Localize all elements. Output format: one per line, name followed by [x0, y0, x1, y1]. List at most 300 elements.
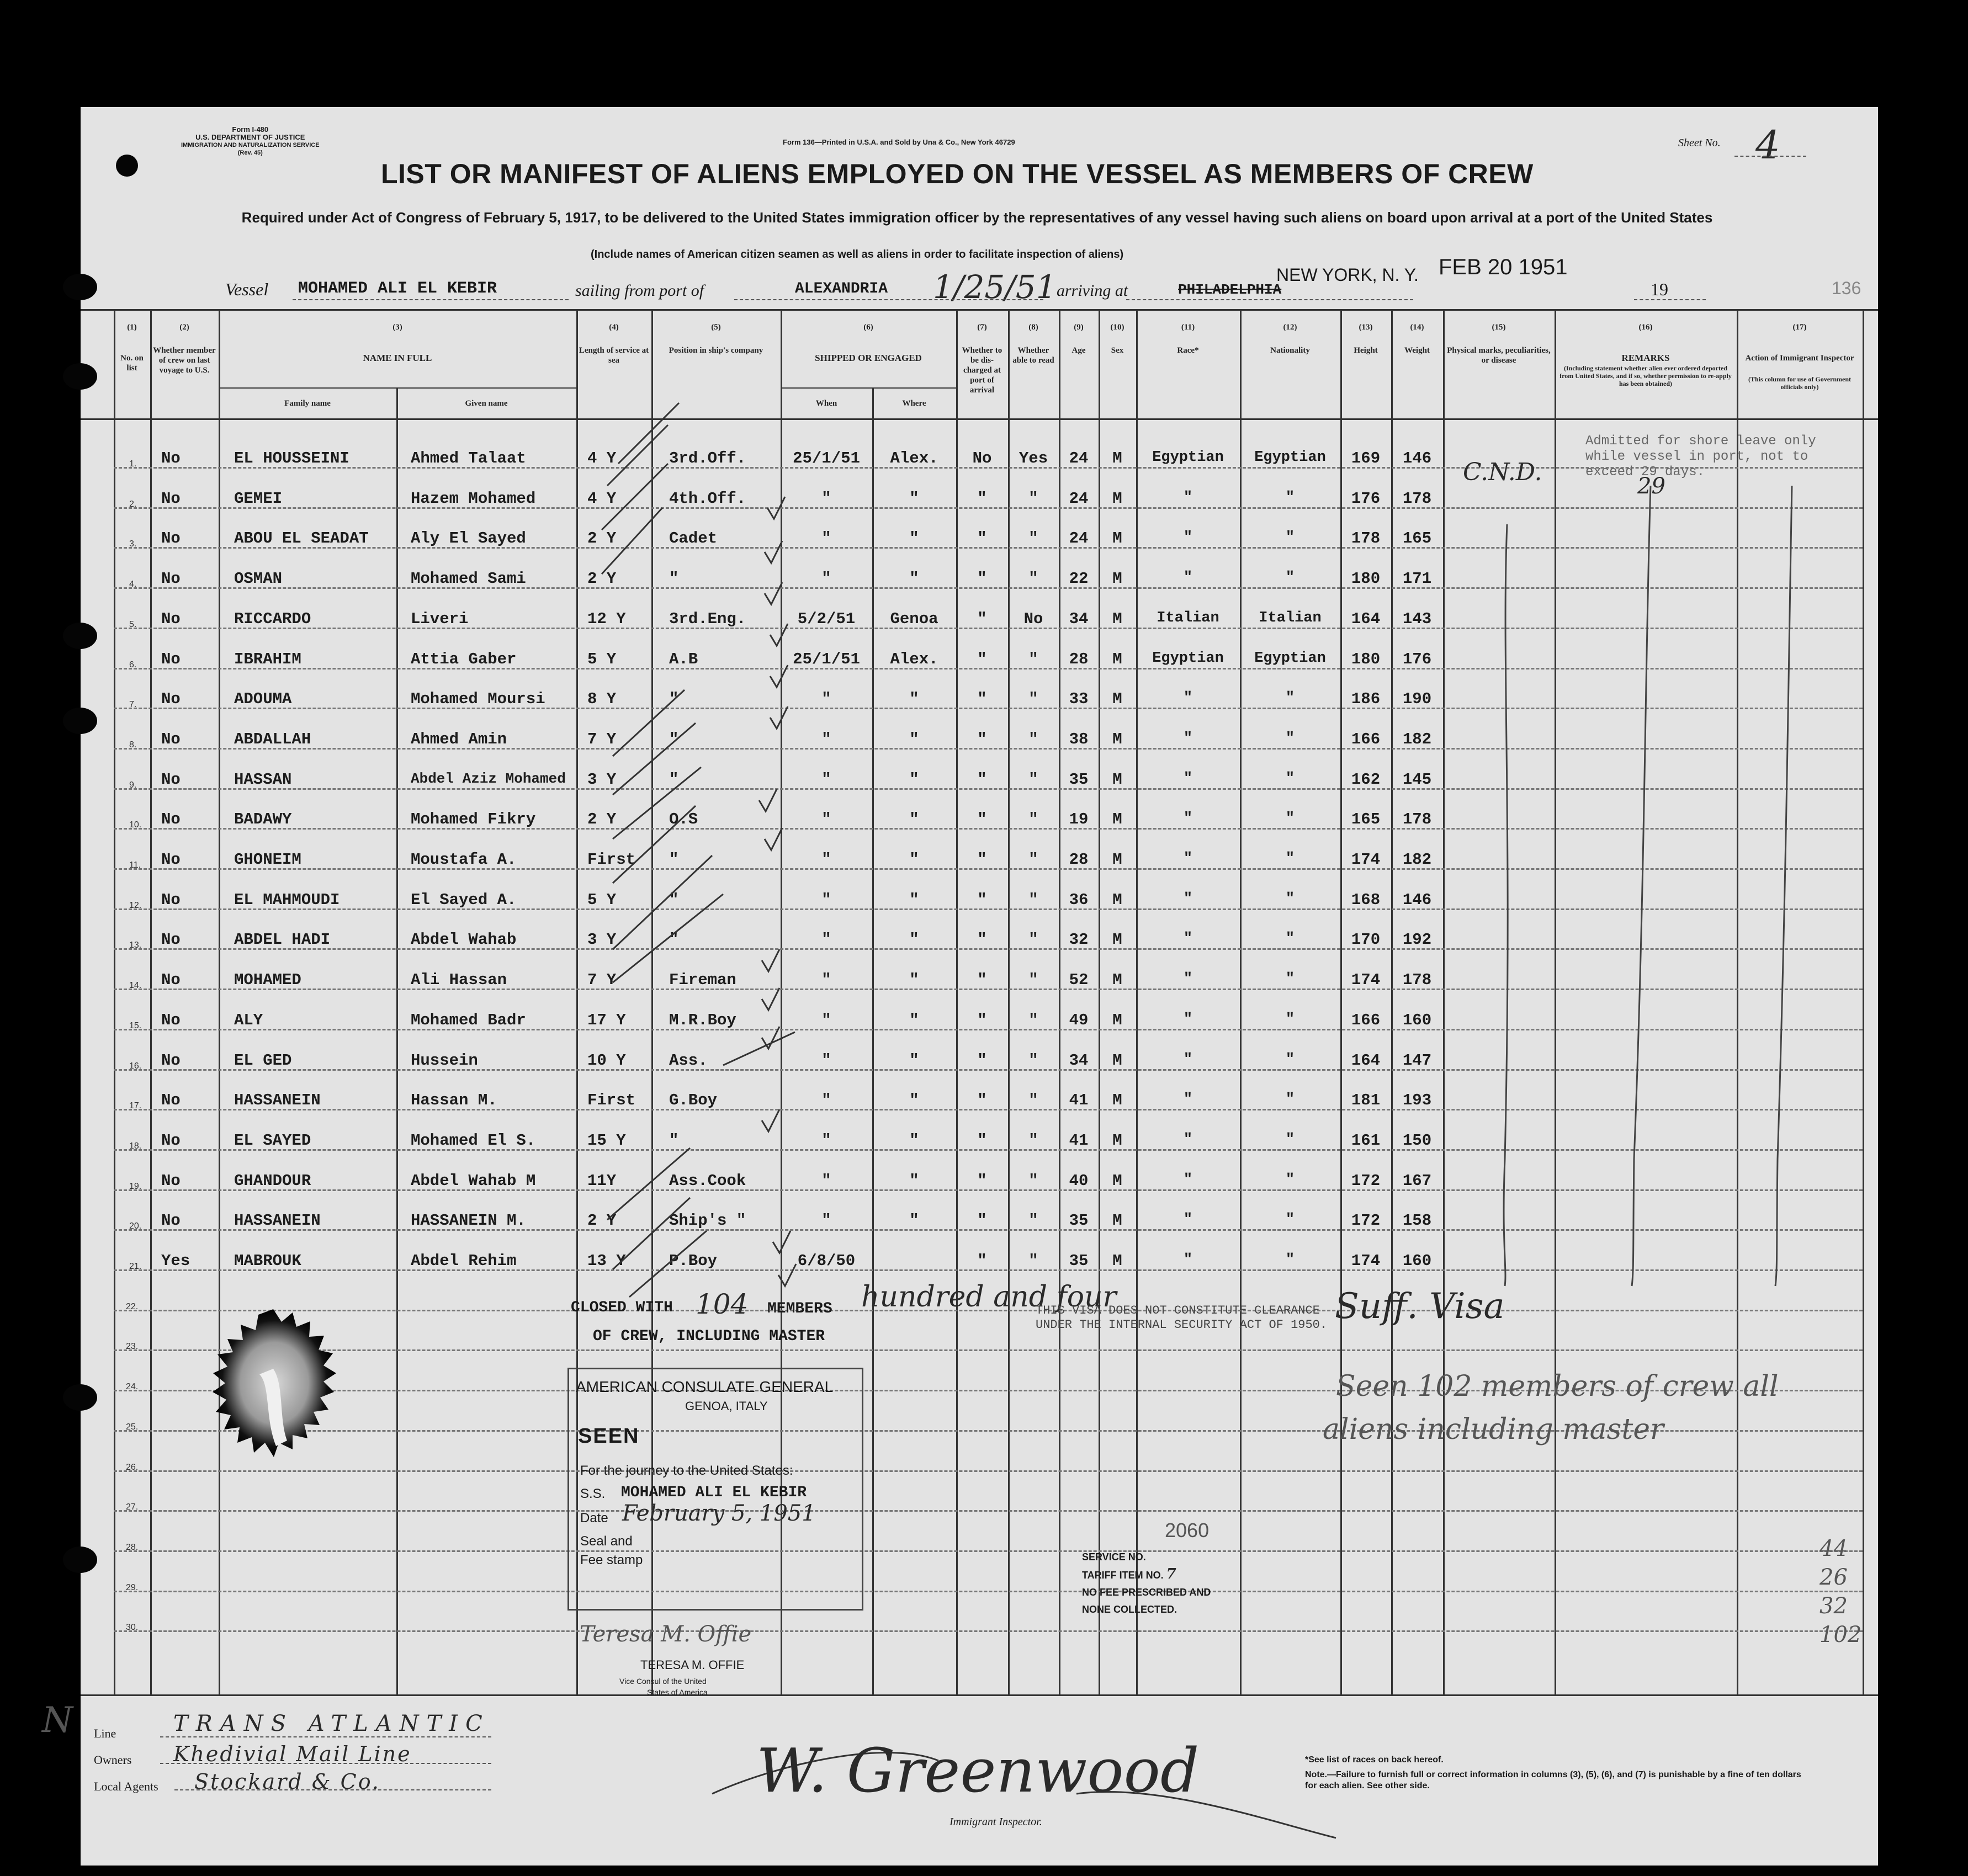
column-subheader: Where	[902, 399, 926, 408]
check-marks	[759, 497, 796, 1286]
weight-cell: 145	[1402, 770, 1432, 789]
nationality-cell: Egyptian	[1254, 449, 1326, 466]
nationality-cell: "	[1285, 1091, 1295, 1108]
shipped-when-cell: "	[821, 891, 831, 909]
row-number: 1.	[129, 459, 137, 469]
row-number: 14.	[129, 981, 142, 990]
service-length-cell: 8 Y	[587, 690, 617, 708]
shipped-when-cell: "	[821, 570, 831, 588]
given-name-cell: Mohamed Fikry	[411, 810, 536, 828]
nationality-cell: "	[1285, 1051, 1295, 1068]
slash-mark	[613, 806, 696, 883]
age-cell: 35	[1069, 1211, 1089, 1230]
check-mark	[765, 541, 782, 563]
nationality-cell: "	[1285, 1131, 1295, 1148]
slash-mark	[613, 690, 685, 756]
age-cell: 24	[1069, 529, 1089, 548]
family-name-cell: MABROUK	[234, 1252, 301, 1270]
service-length-cell: 7 Y	[587, 971, 617, 989]
shipped-where-cell: "	[909, 529, 919, 548]
vessel-name: MOHAMED ALI EL KEBIR	[298, 279, 497, 298]
weight-cell: 160	[1402, 1252, 1432, 1270]
nationality-cell: "	[1285, 690, 1295, 706]
consular-officer-name: TERESA M. OFFIE	[640, 1658, 745, 1672]
sex-cell: M	[1112, 1051, 1122, 1070]
able-to-read-cell: Yes	[1019, 449, 1048, 467]
column-number: (1)	[127, 323, 137, 332]
column-subheader: Given name	[465, 399, 508, 408]
slash-mark	[607, 425, 668, 486]
last-voyage-cell: No	[161, 610, 181, 628]
position-cell: "	[669, 690, 679, 708]
last-voyage-cell: No	[161, 810, 181, 828]
remarks-days-hand: 29	[1637, 474, 1665, 499]
family-name-cell: GHONEIM	[234, 851, 301, 869]
shipped-when-cell: "	[821, 690, 831, 708]
discharged-cell: "	[977, 971, 987, 989]
given-name-cell: Moustafa A.	[411, 851, 517, 869]
able-to-read-cell: "	[1028, 770, 1038, 789]
given-name-cell: Hazem Mohamed	[411, 490, 536, 508]
age-cell: 24	[1069, 449, 1089, 467]
age-cell: 34	[1069, 610, 1089, 628]
last-voyage-cell: No	[161, 1131, 181, 1150]
column-number: (11)	[1181, 323, 1195, 332]
family-name-cell: ABOU EL SEADAT	[234, 529, 369, 548]
discharged-cell: "	[977, 1211, 987, 1230]
departure-port: ALEXANDRIA	[795, 280, 888, 297]
row-number: 13.	[129, 940, 142, 950]
slash-mark	[613, 1198, 690, 1269]
shipped-where-cell: "	[909, 570, 919, 588]
position-cell: O.S	[669, 810, 698, 828]
given-name-cell: HASSANEIN M.	[411, 1211, 526, 1230]
column-header: Whether member of crew on last voyage to U.S.	[153, 346, 216, 375]
weight-cell: 193	[1402, 1091, 1432, 1109]
race-cell: "	[1183, 1252, 1193, 1268]
row-number: 25.	[126, 1422, 139, 1432]
discharged-cell: No	[972, 449, 992, 467]
age-cell: 35	[1069, 1252, 1089, 1270]
weight-cell: 178	[1402, 971, 1432, 989]
able-to-read-cell: "	[1028, 570, 1038, 588]
discharged-cell: "	[977, 851, 987, 869]
check-mark	[765, 582, 782, 604]
family-name-cell: GEMEI	[234, 490, 283, 508]
height-cell: 161	[1351, 1131, 1381, 1150]
column-number: (10)	[1110, 323, 1124, 332]
shipped-where-cell: "	[909, 1091, 919, 1109]
sex-cell: M	[1112, 610, 1122, 628]
last-voyage-cell: No	[161, 730, 181, 748]
row-number: 21.	[129, 1262, 142, 1271]
departure-date: 1/25/51	[933, 268, 1057, 306]
arriving-port-stamp: NEW YORK, N. Y.	[1276, 265, 1419, 285]
row-number: 27.	[126, 1502, 139, 1512]
last-voyage-cell: No	[161, 490, 181, 508]
year-label: 19	[1651, 279, 1668, 299]
weight-cell: 160	[1402, 1011, 1432, 1029]
discharged-cell: "	[977, 1011, 987, 1029]
age-cell: 19	[1069, 810, 1089, 828]
sex-cell: M	[1112, 931, 1122, 949]
service-length-cell: 15 Y	[587, 1131, 626, 1150]
sufficient-visa-note: Suff. Visa	[1335, 1286, 1505, 1327]
height-cell: 169	[1351, 449, 1381, 467]
column-number: (7)	[977, 323, 987, 332]
service-length-cell: 3 Y	[587, 931, 617, 949]
row-number: 29.	[126, 1583, 139, 1592]
position-cell: "	[669, 770, 679, 789]
column-number: (8)	[1028, 323, 1038, 332]
margin-tally-num: 102	[1820, 1622, 1862, 1648]
discharged-cell: "	[977, 490, 987, 508]
able-to-read-cell: "	[1028, 650, 1038, 668]
visa-note: THIS VISA DOES NOT CONSTITUTE CLEARANCE UNDER THE INTERNAL SECURITY ACT OF 1950.	[1036, 1304, 1328, 1332]
discharged-cell: "	[977, 1131, 987, 1150]
position-cell: Ass.	[669, 1051, 708, 1070]
shipped-when-cell: 6/8/50	[797, 1252, 856, 1270]
discharged-cell: "	[977, 610, 987, 628]
service-length-cell: First	[587, 1091, 636, 1109]
footer-owners-underline	[160, 1763, 491, 1764]
able-to-read-cell: "	[1028, 891, 1038, 909]
family-name-cell: ABDEL HADI	[234, 931, 331, 949]
row-number: 17.	[129, 1101, 142, 1110]
height-cell: 180	[1351, 650, 1381, 668]
column-header-note: (Including statement whether alien ever ordered deported from United States, and if so, whether permission to re-apply has been obtained)	[1559, 364, 1732, 387]
race-cell: Egyptian	[1152, 650, 1224, 667]
ditto-line	[1632, 486, 1651, 1286]
sex-cell: M	[1112, 770, 1122, 789]
given-name-cell: Abdel Aziz Mohamed	[411, 770, 566, 787]
consulate-ss-value: MOHAMED ALI EL KEBIR	[621, 1484, 807, 1501]
arriving-label: arriving at	[1057, 281, 1128, 300]
last-voyage-cell: No	[161, 650, 181, 668]
family-name-cell: ADOUMA	[234, 690, 292, 708]
height-cell: 168	[1351, 891, 1381, 909]
column-number: (3)	[392, 323, 402, 332]
footer-agents-underline	[174, 1789, 491, 1790]
row-number: 8.	[129, 740, 137, 750]
height-cell: 164	[1351, 1051, 1381, 1070]
given-name-cell: Hussein	[411, 1051, 478, 1070]
consulate-ss-label: S.S.	[580, 1486, 606, 1501]
given-name-cell: Ahmed Amin	[411, 730, 507, 748]
weight-cell: 182	[1402, 730, 1432, 748]
race-cell: "	[1183, 529, 1193, 546]
family-name-cell: MOHAMED	[234, 971, 301, 989]
family-name-cell: RICCARDO	[234, 610, 311, 628]
shipped-where-cell: "	[909, 770, 919, 789]
sex-cell: M	[1112, 851, 1122, 869]
position-cell: 4th.Off.	[669, 490, 746, 508]
last-voyage-cell: No	[161, 449, 181, 467]
able-to-read-cell: "	[1028, 490, 1038, 508]
sex-cell: M	[1112, 650, 1122, 668]
able-to-read-cell: No	[1023, 610, 1043, 628]
weight-cell: 150	[1402, 1131, 1432, 1150]
discharged-cell: "	[977, 570, 987, 588]
column-number: (5)	[711, 323, 721, 332]
able-to-read-cell: "	[1028, 690, 1038, 708]
column-number: (14)	[1410, 323, 1424, 332]
nationality-cell: "	[1285, 810, 1295, 827]
nationality-cell: "	[1285, 1252, 1295, 1268]
form-rev: (Rev. 45)	[237, 150, 263, 156]
printer-note: Form 136—Printed in U.S.A. and Sold by Una & Co., New York 46729	[783, 138, 1015, 146]
height-cell: 172	[1351, 1211, 1381, 1230]
discharged-cell: "	[977, 770, 987, 789]
column-header: Physical marks, peculiarities, or disease	[1447, 346, 1551, 365]
age-cell: 35	[1069, 770, 1089, 789]
sex-cell: M	[1112, 730, 1122, 748]
family-name-cell: HASSANEIN	[234, 1091, 321, 1109]
form-service: IMMIGRATION AND NATURALIZATION SERVICE	[181, 142, 320, 148]
form-number: Form I-480	[232, 125, 269, 134]
row-number: 7.	[129, 700, 137, 709]
nationality-cell: "	[1285, 931, 1295, 947]
column-number: (16)	[1638, 323, 1653, 332]
service-length-cell: 2 Y	[587, 810, 617, 828]
row-number: 28.	[126, 1543, 139, 1552]
row-number: 5.	[129, 620, 137, 629]
family-name-cell: EL SAYED	[234, 1131, 311, 1150]
column-header: Age	[1071, 346, 1086, 355]
footer-line-value: TRANS ATLANTIC	[173, 1711, 490, 1736]
consulate-date-value: February 5, 1951	[622, 1501, 816, 1526]
consular-officer-title2: States of America	[647, 1688, 708, 1697]
page-title: LIST OR MANIFEST OF ALIENS EMPLOYED ON THE VESSEL AS MEMBERS OF CREW	[381, 158, 1534, 189]
position-cell: "	[669, 1131, 679, 1150]
sex-cell: M	[1112, 490, 1122, 508]
nationality-cell: Egyptian	[1254, 650, 1326, 667]
row-number: 26.	[126, 1463, 139, 1472]
consular-officer-title1: Vice Consul of the United	[619, 1677, 707, 1686]
check-mark	[762, 1109, 779, 1131]
discharged-cell: "	[977, 1172, 987, 1190]
position-cell: 3rd.Off.	[669, 449, 746, 467]
nationality-cell: "	[1285, 891, 1295, 907]
service-length-cell: 7 Y	[587, 730, 617, 748]
consulate-fee-label: Fee stamp	[580, 1553, 643, 1567]
service-length-cell: 5 Y	[587, 891, 617, 909]
given-name-cell: Mohamed Sami	[411, 570, 526, 588]
column-header: Whether able to read	[1012, 346, 1054, 365]
row-number: 16.	[129, 1061, 142, 1071]
able-to-read-cell: "	[1028, 1091, 1038, 1109]
weight-cell: 146	[1402, 449, 1432, 467]
shipped-where-cell: "	[909, 490, 919, 508]
age-cell: 52	[1069, 971, 1089, 989]
discharged-cell: "	[977, 690, 987, 708]
service-length-cell: 12 Y	[587, 610, 626, 628]
height-cell: 180	[1351, 570, 1381, 588]
shipped-when-cell: "	[821, 971, 831, 989]
family-name-cell: HASSAN	[234, 770, 292, 789]
age-cell: 32	[1069, 931, 1089, 949]
sheet-label: Sheet No.	[1678, 137, 1721, 149]
row-number: 22.	[126, 1302, 139, 1311]
race-cell: Italian	[1157, 610, 1219, 626]
given-name-cell: Mohamed El S.	[411, 1131, 536, 1150]
footer-agents-value: Stockard & Co.	[194, 1769, 380, 1794]
shipped-when-cell: "	[821, 810, 831, 828]
able-to-read-cell: "	[1028, 529, 1038, 548]
position-cell: M.R.Boy	[669, 1011, 736, 1029]
discharged-cell: "	[977, 650, 987, 668]
tariff-item-label: TARIFF ITEM NO.	[1082, 1570, 1164, 1581]
check-mark	[765, 828, 782, 850]
column-header: Race*	[1177, 346, 1199, 355]
service-length-cell: 4 Y	[587, 490, 617, 508]
weight-cell: 192	[1402, 931, 1432, 949]
check-mark	[773, 1231, 791, 1253]
shipped-when-cell: "	[821, 1091, 831, 1109]
weight-cell: 171	[1402, 570, 1432, 588]
seen-note-line1: Seen 102 members of crew all	[1336, 1370, 1779, 1403]
shipped-where-cell: "	[909, 1211, 919, 1230]
shipped-where-cell: Alex.	[890, 449, 938, 467]
discharged-cell: "	[977, 1252, 987, 1270]
given-name-cell: Ahmed Talaat	[411, 449, 526, 467]
height-cell: 176	[1351, 490, 1381, 508]
arriving-port-struck: PHILADELPHIA	[1178, 281, 1282, 298]
height-cell: 165	[1351, 810, 1381, 828]
weight-cell: 143	[1402, 610, 1432, 628]
service-length-cell: 10 Y	[587, 1051, 626, 1070]
given-name-cell: Mohamed Badr	[411, 1011, 526, 1029]
shipped-where-cell: "	[909, 1131, 919, 1150]
nationality-cell: "	[1285, 730, 1295, 747]
consulate-seal-label: Seal and	[580, 1534, 633, 1549]
race-cell: "	[1183, 690, 1193, 706]
closed-crew-label: OF CREW, INCLUDING MASTER	[593, 1328, 825, 1345]
column-number: (4)	[609, 323, 619, 332]
age-cell: 38	[1069, 730, 1089, 748]
shipped-when-cell: "	[821, 770, 831, 789]
service-length-cell: 13 Y	[587, 1252, 626, 1270]
race-cell: "	[1183, 971, 1193, 987]
height-cell: 174	[1351, 1252, 1381, 1270]
race-cell: "	[1183, 931, 1193, 947]
position-cell: A.B	[669, 650, 698, 668]
shipped-where-cell: "	[909, 971, 919, 989]
fine-note: Note.—Failure to furnish full or correct information in columns (3), (5), (6), and (7) is punishable by a fine of ten dollars for each alien. See other side.	[1305, 1770, 1801, 1790]
height-cell: 174	[1351, 971, 1381, 989]
weight-cell: 167	[1402, 1172, 1432, 1190]
position-cell: "	[669, 570, 679, 588]
given-name-cell: Mohamed Moursi	[411, 690, 545, 708]
shipped-when-cell: "	[821, 490, 831, 508]
check-mark	[778, 1264, 796, 1286]
sex-cell: M	[1112, 971, 1122, 989]
slash-mark	[618, 403, 679, 464]
age-cell: 49	[1069, 1011, 1089, 1029]
able-to-read-cell: "	[1028, 1252, 1038, 1270]
able-to-read-cell: "	[1028, 931, 1038, 949]
sex-cell: M	[1112, 690, 1122, 708]
race-cell: "	[1183, 1011, 1193, 1028]
family-name-cell: HASSANEIN	[234, 1211, 321, 1230]
column-header: NAME IN FULL	[363, 353, 432, 363]
race-cell: "	[1183, 810, 1193, 827]
no-fee-line: NO FEE PRESCRIBED AND	[1082, 1587, 1211, 1598]
nationality-cell: "	[1285, 1172, 1295, 1188]
footer-owners-label: Owners	[94, 1753, 132, 1767]
column-number: (9)	[1074, 323, 1084, 332]
service-number: 2060	[1165, 1519, 1210, 1542]
none-collected-line: NONE COLLECTED.	[1082, 1604, 1177, 1615]
column-header: No. on list	[120, 354, 144, 373]
last-voyage-cell: No	[161, 891, 181, 909]
sex-cell: M	[1112, 1172, 1122, 1190]
able-to-read-cell: "	[1028, 730, 1038, 748]
column-header: Height	[1354, 346, 1378, 355]
height-cell: 181	[1351, 1091, 1381, 1109]
row-number: 10.	[129, 820, 142, 830]
inspector-label: Immigrant Inspector.	[949, 1816, 1042, 1828]
position-cell: Ass.Cook	[669, 1172, 746, 1190]
column-header: Weight	[1404, 346, 1430, 355]
nationality-cell: "	[1285, 770, 1295, 787]
consulate-date-label: Date	[580, 1511, 608, 1526]
last-voyage-cell: No	[161, 851, 181, 869]
position-cell: P.Boy	[669, 1252, 718, 1270]
row-number: 6.	[129, 660, 137, 669]
row-number: 4.	[129, 580, 137, 589]
consulate-line1: AMERICAN CONSULATE GENERAL	[576, 1378, 834, 1395]
row-number: 9.	[129, 780, 137, 790]
margin-tally	[1820, 1534, 1861, 1649]
column-number: (12)	[1283, 323, 1297, 332]
height-cell: 166	[1351, 730, 1381, 748]
column-ditto-lines	[1504, 486, 1792, 1286]
slash-mark	[613, 894, 723, 982]
discharged-cell: "	[977, 730, 987, 748]
nationality-cell: "	[1285, 1211, 1295, 1228]
left-margin-mark: N	[42, 1700, 73, 1741]
race-cell: "	[1183, 891, 1193, 907]
given-name-cell: Ali Hassan	[411, 971, 507, 989]
last-voyage-cell: No	[161, 971, 181, 989]
sex-cell: M	[1112, 1211, 1122, 1230]
closed-members-label: MEMBERS	[767, 1300, 832, 1317]
weight-cell: 146	[1402, 891, 1432, 909]
shipped-where-cell: "	[909, 1011, 919, 1029]
given-name-cell: Aly El Sayed	[411, 529, 526, 548]
service-length-cell: 2 Y	[587, 1211, 617, 1230]
consulate-stamp	[567, 1368, 863, 1611]
able-to-read-cell: "	[1028, 1051, 1038, 1070]
service-length-cell: 11Y	[587, 1172, 617, 1190]
given-name-cell: Abdel Rehim	[411, 1252, 517, 1270]
last-voyage-cell: No	[161, 1172, 181, 1190]
shipped-where-cell: "	[909, 690, 919, 708]
nationality-cell: "	[1285, 1011, 1295, 1028]
slash-mark	[613, 767, 701, 839]
column-header: SHIPPED OR ENGAGED	[815, 353, 922, 363]
check-mark	[770, 624, 788, 646]
age-cell: 41	[1069, 1091, 1089, 1109]
race-cell: "	[1183, 770, 1193, 787]
sex-cell: M	[1112, 1091, 1122, 1109]
weight-cell: 165	[1402, 529, 1432, 548]
shipped-when-cell: "	[821, 851, 831, 869]
height-cell: 178	[1351, 529, 1381, 548]
position-cell: "	[669, 891, 679, 909]
given-name-cell: Abdel Wahab	[411, 931, 517, 949]
